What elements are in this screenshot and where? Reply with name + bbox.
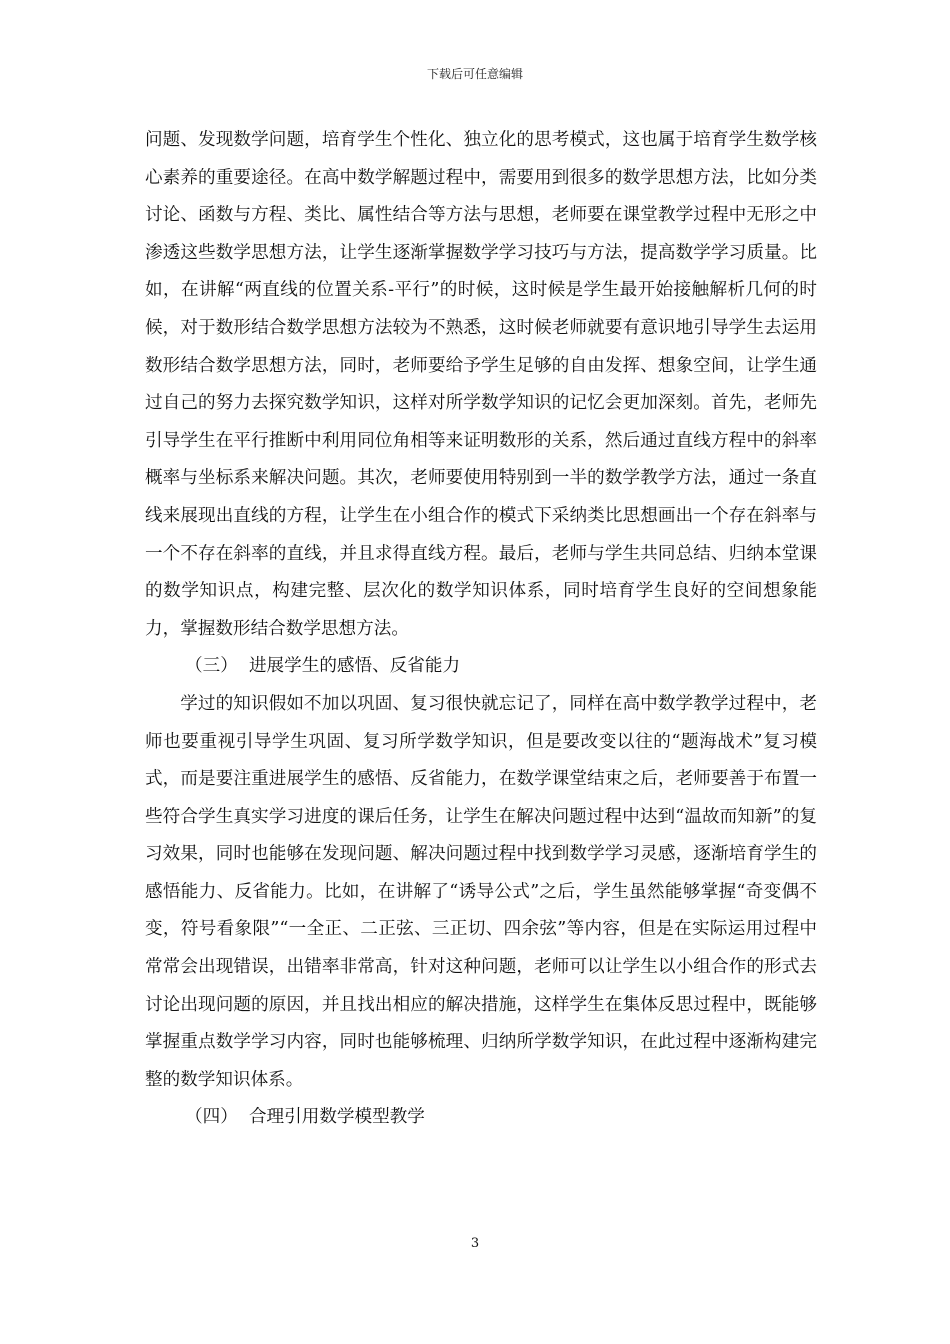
section-heading-3: （三） 进展学生的感悟、反省能力	[185, 656, 461, 677]
page-number: 3	[470, 1236, 480, 1251]
paragraph-reflection: 学过的知识假如不加以巩固、复习很快就忘记了，同样在高中数学教学过程中，老师也要重视引导学生巩固、复习所学数学知识，但是要改变以往的“题海战术”复习模式，而是要注重进展学生的感悟、反省能力，在数学课堂结束之后，老师要善于布置一些符合学生真实学习进度的课后任务，让学生在解决问题过程中达到“温故而知新”的复习效果，同时也能够在发现问题、解决问题过程中找到数学学习灵感，逐渐培育学生的感悟能力、反省能力。比如，在讲解了“诱导公式”之后，学生虽然能够掌握“奇变偶不变，符号看象限”“一全正、二正弦、三正切、四余弦”等内容，但是在实际运用过程中常常会出现错误，出错率非常高，针对这种问题，老师可以让学生以小组合作的形式去讨论出现问题的原因，并且找出相应的解决措施，这样学生在集体反思过程中，既能够掌握重点数学学习内容，同时也能够梳理、归纳所学数学知识，在此过程中逐渐构建完整的数学知识体系。	[145, 693, 817, 1090]
paragraph-continuation: 问题、发现数学问题，培育学生个性化、独立化的思考模式，这也属于培育学生数学核心素养的重要途径。在高中数学解题过程中，需要用到很多的数学思想方法，比如分类讨论、函数与方程、类比、属性结合等方法与思想，老师要在课堂教学过程中无形之中渗透这些数学思想方法，让学生逐渐掌握数学学习技巧与方法，提高数学学习质量。比如，在讲解“两直线的位置关系-平行”的时候，这时候是学生最开始接触解析几何的时候，对于数形结合数学思想方法较为不熟悉，这时候老师就要有意识地引导学生去运用数形结合数学思想方法，同时，老师要给予学生足够的自由发挥、想象空间，让学生通过自己的努力去探究数学知识，这样对所学数学知识的记忆会更加深刻。首先，老师先引导学生在平行推断中利用同位角相等来证明数形的关系，然后通过直线方程中的斜率概率与坐标系来解决问题。其次，老师要使用特别到一半的数学教学方法，通过一条直线来展现出直线的方程，让学生在小组合作的模式下采纳类比思想画出一个存在斜率与一个不存在斜率的直线，并且求得直线方程。最后，老师与学生共同总结、归纳本堂课的数学知识点，构建完整、层次化的数学知识体系，同时培育学生良好的空间想象能力，掌握数形结合数学思想方法。	[145, 130, 817, 639]
document-body	[145, 122, 817, 1137]
page-header: 下载后可任意编辑	[426, 67, 523, 81]
section-heading-4: （四） 合理引用数学模型教学	[185, 1107, 425, 1128]
